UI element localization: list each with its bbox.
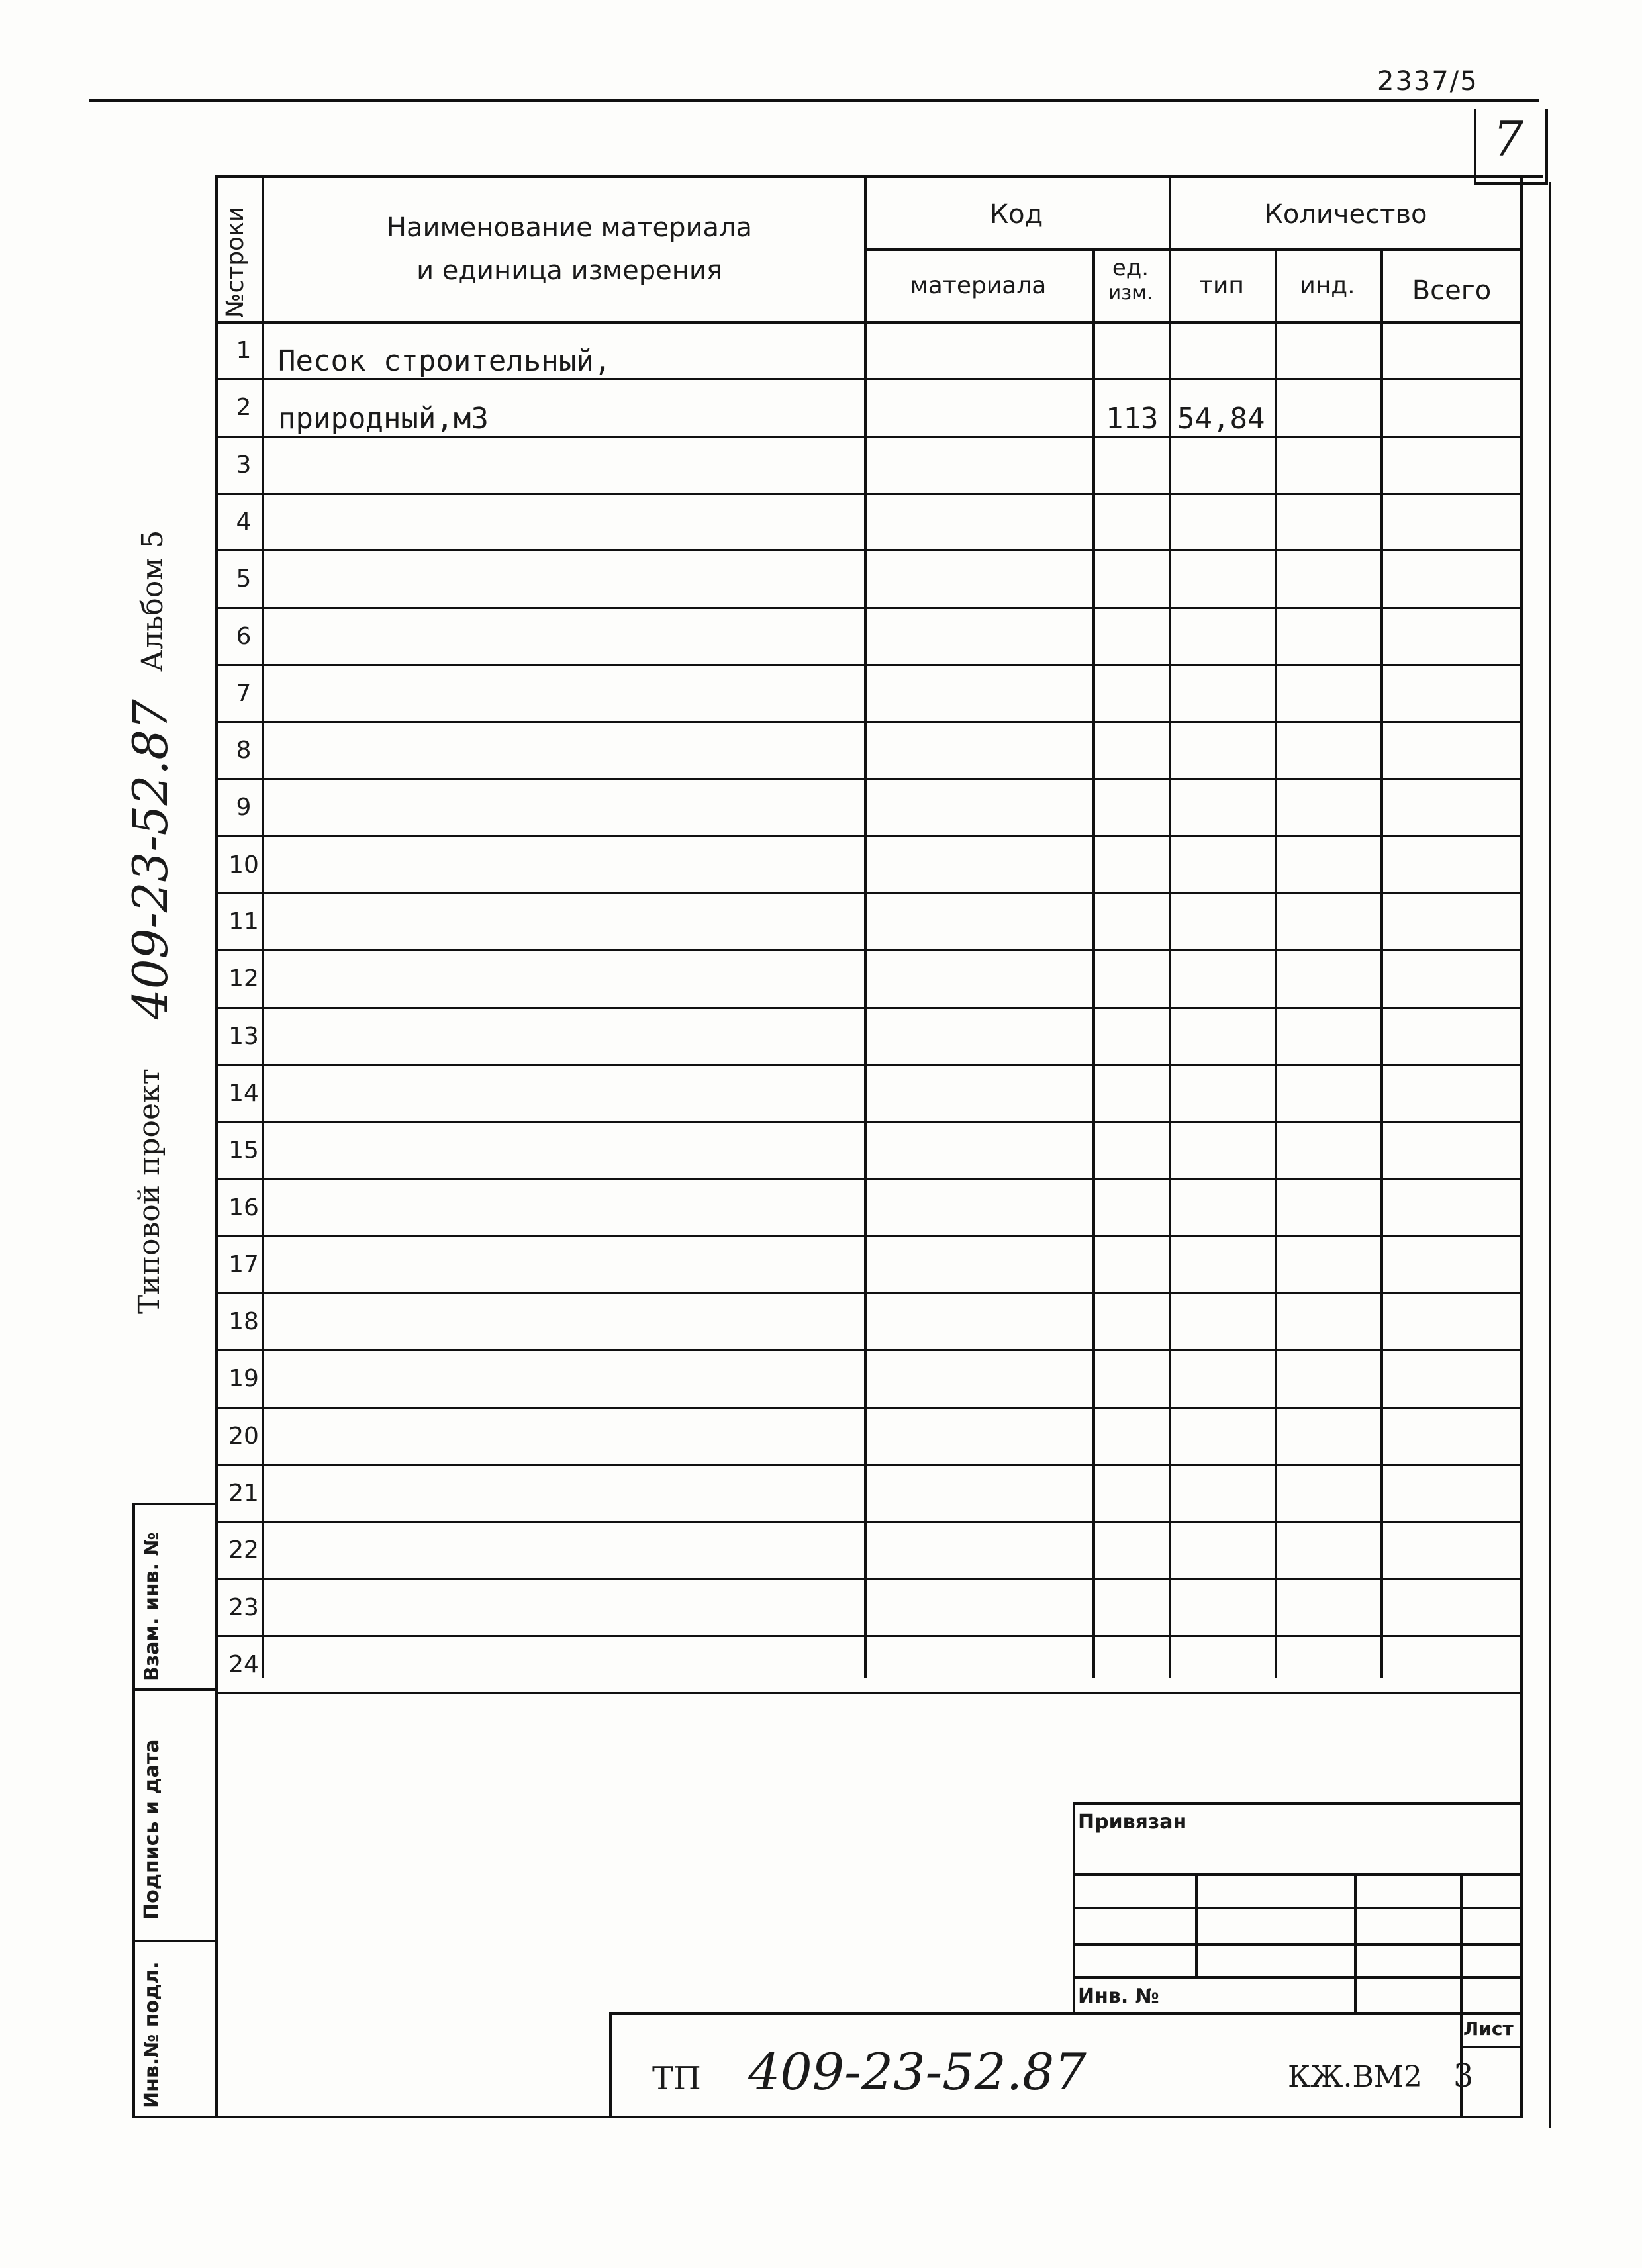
row-rule — [215, 1007, 1523, 1009]
row-number: 3 — [236, 451, 252, 479]
row-number: 14 — [228, 1080, 259, 1107]
col-header-qty-ind: инд. — [1300, 272, 1355, 299]
col-header-name-line1: Наименование материала — [386, 213, 753, 243]
row-number: 1 — [236, 337, 252, 364]
stamp-inventory-label: Инв. № — [1078, 1985, 1159, 2008]
row-2-name: природный,м3 — [278, 402, 489, 436]
row-number: 9 — [236, 794, 252, 821]
title-block-top — [609, 2012, 1523, 2015]
stamp-row-1 — [1073, 1873, 1523, 1876]
side-album-label: Альбом 5 — [136, 530, 169, 672]
stamp-col-2 — [1354, 1873, 1357, 2012]
row-rule — [215, 1578, 1523, 1580]
col-header-row-number: №строки — [222, 206, 249, 318]
stamp-sheet-code: КЖ.ВМ2 — [1288, 2060, 1422, 2094]
row-rule — [215, 1178, 1523, 1180]
row-rule — [215, 549, 1523, 551]
row-number: 7 — [236, 680, 252, 707]
row-number: 8 — [236, 737, 252, 764]
row-rule — [215, 1464, 1523, 1466]
row-number: 22 — [228, 1536, 259, 1564]
header-bottom-rule — [215, 321, 1523, 324]
row-number: 11 — [228, 908, 259, 935]
row-rule — [215, 835, 1523, 837]
frame-right — [1520, 175, 1523, 2118]
row-rule — [215, 1635, 1523, 1637]
col-header-qty-total: Всего — [1412, 275, 1492, 306]
row-number: 19 — [228, 1365, 259, 1392]
row-rule — [215, 1235, 1523, 1237]
row-rule — [215, 1692, 1523, 1694]
replaced-inventory-label: Взам. инв. № — [140, 1532, 164, 1681]
stamp-col-1 — [1195, 1873, 1198, 1976]
row-1-name: Песок строительный, — [278, 344, 612, 378]
row-number: 2 — [236, 394, 252, 421]
stamp-tp-label: ТП — [652, 2060, 701, 2097]
row-rule — [215, 1521, 1523, 1523]
col-header-code: Код — [989, 199, 1043, 230]
stamp-row-3 — [1073, 1943, 1523, 1946]
row-number: 20 — [228, 1423, 259, 1450]
signature-date-label: Подпись и дата — [140, 1739, 164, 1920]
stamp-row-2 — [1073, 1907, 1523, 1909]
row-number: 12 — [228, 965, 259, 992]
frame-top — [215, 175, 1543, 178]
row-rule — [215, 1064, 1523, 1066]
top-rule — [89, 99, 1539, 102]
row-number: 6 — [236, 623, 252, 650]
col-header-quantity: Количество — [1264, 199, 1427, 230]
header-sub-rule — [864, 248, 1522, 251]
row-rule — [215, 1292, 1523, 1294]
margin-top — [132, 1503, 217, 1505]
row-rule — [215, 607, 1523, 609]
row-rule — [215, 1407, 1523, 1409]
row-2-type-qty: 54,84 — [1177, 402, 1265, 436]
frame-bottom — [132, 2116, 1523, 2118]
title-block-left — [609, 2012, 612, 2118]
stamp-sheet-number: 3 — [1453, 2057, 1474, 2095]
row-number: 15 — [228, 1137, 259, 1164]
row-number: 17 — [228, 1251, 259, 1278]
col-header-material-code: материала — [910, 272, 1047, 299]
col-header-qty-type: тип — [1199, 272, 1244, 299]
frame-left-inner — [215, 175, 218, 2118]
col-header-unit-line2: изм. — [1108, 281, 1153, 305]
row-number: 4 — [236, 508, 252, 536]
side-project-code: 409-23-52.87 — [122, 699, 178, 1019]
stamp-row-4 — [1073, 1976, 1523, 1979]
col-header-unit-line1: ед. — [1112, 255, 1149, 281]
margin-div-2 — [132, 1940, 217, 1942]
stamp-top-rule — [1073, 1802, 1523, 1805]
row-number: 21 — [228, 1480, 259, 1507]
row-number: 24 — [228, 1651, 259, 1678]
stamp-bound-label: Привязан — [1078, 1811, 1187, 1834]
stamp-project-code: 409-23-52.87 — [748, 2042, 1087, 2101]
row-number: 5 — [236, 565, 252, 592]
row-rule — [215, 1349, 1523, 1351]
row-2-unit-code: 113 — [1106, 402, 1159, 436]
row-number: 13 — [228, 1023, 259, 1050]
col-div-name — [864, 175, 867, 1678]
row-rule — [215, 721, 1523, 723]
row-rule — [215, 664, 1523, 666]
margin-left-outer — [132, 1503, 135, 2118]
row-rule — [215, 1121, 1523, 1123]
document-number: 2337/5 — [1377, 66, 1478, 97]
row-rule — [215, 378, 1523, 380]
col-div-unit — [1169, 175, 1171, 1678]
row-number: 16 — [228, 1194, 259, 1221]
margin-div-1 — [132, 1688, 217, 1691]
page-number: 7 — [1493, 111, 1523, 167]
row-number: 18 — [228, 1308, 259, 1335]
row-rule — [215, 493, 1523, 495]
row-rule — [215, 778, 1523, 780]
row-rule — [215, 892, 1523, 894]
row-rule — [215, 949, 1523, 951]
row-number: 23 — [228, 1594, 259, 1621]
row-number: 10 — [228, 851, 259, 878]
row-rule — [215, 436, 1523, 438]
original-inventory-label: Инв.№ подл. — [140, 1961, 164, 2108]
col-header-name-line2: и единица измерения — [416, 256, 722, 286]
side-project-label: Типовой проект — [132, 1068, 166, 1314]
stamp-sheet-label: Лист — [1463, 2018, 1514, 2040]
sheet-cell-rule — [1460, 2046, 1523, 2048]
right-edge-rule — [1549, 182, 1551, 2128]
